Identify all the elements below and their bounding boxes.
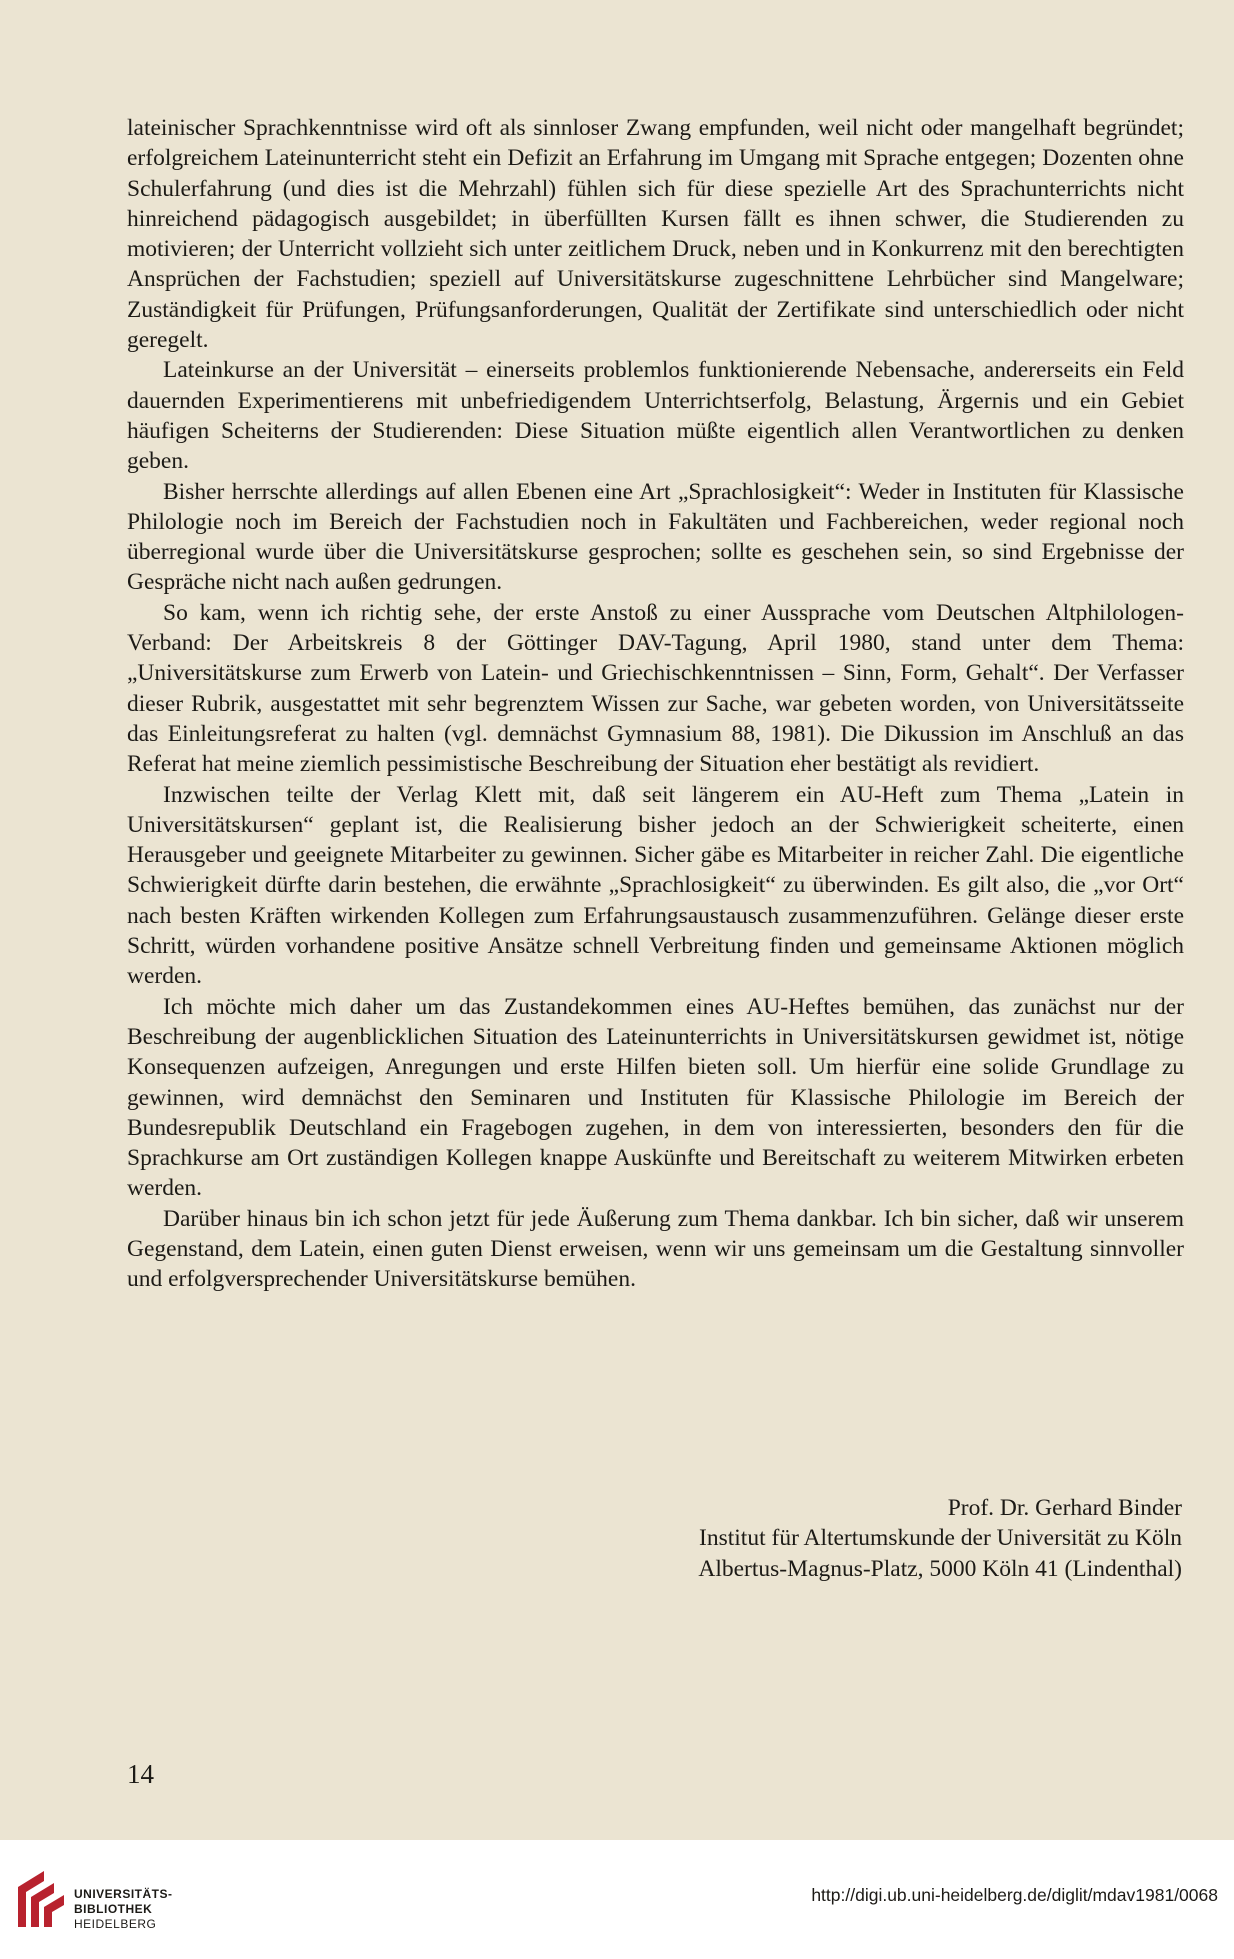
paragraph-7: Darüber hinaus bin ich schon jetzt für jede Äußerung zum Thema dankbar. Ich bin sicher, daß wir unserem Gegenstand, dem Latein, einen guten Dienst erweisen, wenn wir uns gemeinsam um die Gestaltung sinnvoller und erfolgversprechender Universitätskurse bemühen. (127, 1205, 1184, 1293)
article-body (127, 113, 1184, 1295)
author-signature (698, 1493, 1182, 1584)
author-name: Prof. Dr. Gerhard Binder (947, 1495, 1182, 1521)
author-address: Albertus-Magnus-Platz, 5000 Köln 41 (Lindenthal) (698, 1555, 1182, 1582)
paragraph-4: So kam, wenn ich richtig sehe, der erste Anstoß zu einer Aussprache vom Deutschen Altphilologen-Verband: Der Arbeitskreis 8 der Göttinger DAV-Tagung, April 1980, stand unter dem Thema: „Universitätskurse zum Erwerb von Latein- und Griechischkenntnissen – Sinn, Form, Gehalt“. Der Verfasser dieser Rubrik, ausgestattet mit sehr begrenztem Wissen zur Sache, war gebeten worden, von Universitätsseite das Einleitungsreferat zu halten (vgl. demnächst Gymnasium 88, 1981). Die Dikussion im Anschluß an das Referat hat meine ziemlich pessimistische Beschreibung der Situation eher bestätigt als revidiert. (127, 599, 1184, 778)
paragraph-5: Inzwischen teilte der Verlag Klett mit, daß seit längerem ein AU-Heft zum Thema „Latein in Universitätskursen“ geplant ist, die Realisierung bisher jedoch an der Schwierigkeit scheiterte, einen Herausgeber und geeignete Mitarbeiter zu gewinnen. Sicher gäbe es Mitarbeiter in reicher Zahl. Die eigentliche Schwierigkeit dürfte darin bestehen, die erwähnte „Sprachlosigkeit“ zu überwinden. Es gilt also, die „vor Ort“ nach besten Kräften wirkenden Kollegen zum Erfahrungsaustausch zusammenzuführen. Gelänge dieser erste Schritt, würden vorhandene positive Ansätze schnell Verbreitung finden und gemeinsame Aktionen möglich werden. (127, 781, 1184, 990)
viewer-footer (0, 1840, 1234, 1959)
library-name-line-1: UNIVERSITÄTS- (74, 1887, 173, 1901)
paragraph-1: lateinischer Sprachkenntnisse wird oft als sinnloser Zwang empfunden, weil nicht oder mangelhaft begründet; erfolgreichem Lateinunterricht steht ein Defizit an Erfahrung im Umgang mit Sprache entgegen; Dozenten ohne Schulerfahrung (und dies ist die Mehrzahl) fühlen sich für diese spezielle Art des Sprachunterrichts nicht hinreichend pädagogisch ausgebildet; in überfüllten Kursen fällt es ihnen schwer, die Studierenden zu motivieren; der Unterricht vollzieht sich unter zeitlichem Druck, neben und in Konkurrenz mit den berechtigten Ansprüchen der Fachstudien; speziell auf Universitätskurse zugeschnittene Lehrbücher sind Mangelware; Zuständigkeit für Prüfungen, Prüfungsanforderungen, Qualität der Zertifikate sind unterschiedlich oder nicht geregelt. (127, 115, 1184, 354)
library-name-line-2: BIBLIOTHEK (74, 1902, 153, 1916)
paragraph-3: Bisher herrschte allerdings auf allen Ebenen eine Art „Sprachlosigkeit“: Weder in Instituten für Klassische Philologie noch im Bereich der Fachstudien noch in Fakultäten und Fachbereichen, weder regional noch überregional wurde über die Universitätskurse gesprochen; sollte es geschehen sein, so sind Ergebnisse der Gespräche nicht nach außen gedrungen. (127, 478, 1184, 596)
paragraph-2: Lateinkurse an der Universität – einerseits problemlos funktionierende Nebensache, andererseits ein Feld dauernden Experimentierens mit unbefriedigendem Unterrichtserfolg, Belastung, Ärgernis und ein Gebiet häufigen Scheiterns der Studierenden: Diese Situation müßte eigentlich allen Verantwortlichen zu denken geben. (127, 357, 1184, 475)
paragraph-6: Ich möchte mich daher um das Zustandekommen eines AU-Heftes bemühen, das zunächst nur der Beschreibung der augenblicklichen Situation des Lateinunterrichts in Universitätskursen gewidmet ist, nötige Konsequenzen aufzeigen, Anregungen und erste Hilfen bieten soll. Um hierfür eine solide Grundlage zu gewinnen, wird demnächst den Seminaren und Instituten für Klassische Philologie im Bereich der Bundesrepublik Deutschland ein Fragebogen zugehen, in dem von interessierten, besonders den für die Sprachkurse am Ort zuständigen Kollegen knappe Auskünfte und Bereitschaft zu weiterem Mitwirken erbeten werden. (127, 993, 1184, 1202)
author-institution: Institut für Altertumskunde der Universität zu Köln (699, 1525, 1182, 1552)
page-number: 14 (127, 1759, 154, 1789)
library-name (74, 1887, 173, 1932)
library-name-line-3: HEIDELBERG (74, 1917, 157, 1931)
permalink-url[interactable]: http://digi.ub.uni-heidelberg.de/diglit/mdav1981/0068 (811, 1885, 1218, 1905)
library-logo-icon (14, 1867, 68, 1929)
